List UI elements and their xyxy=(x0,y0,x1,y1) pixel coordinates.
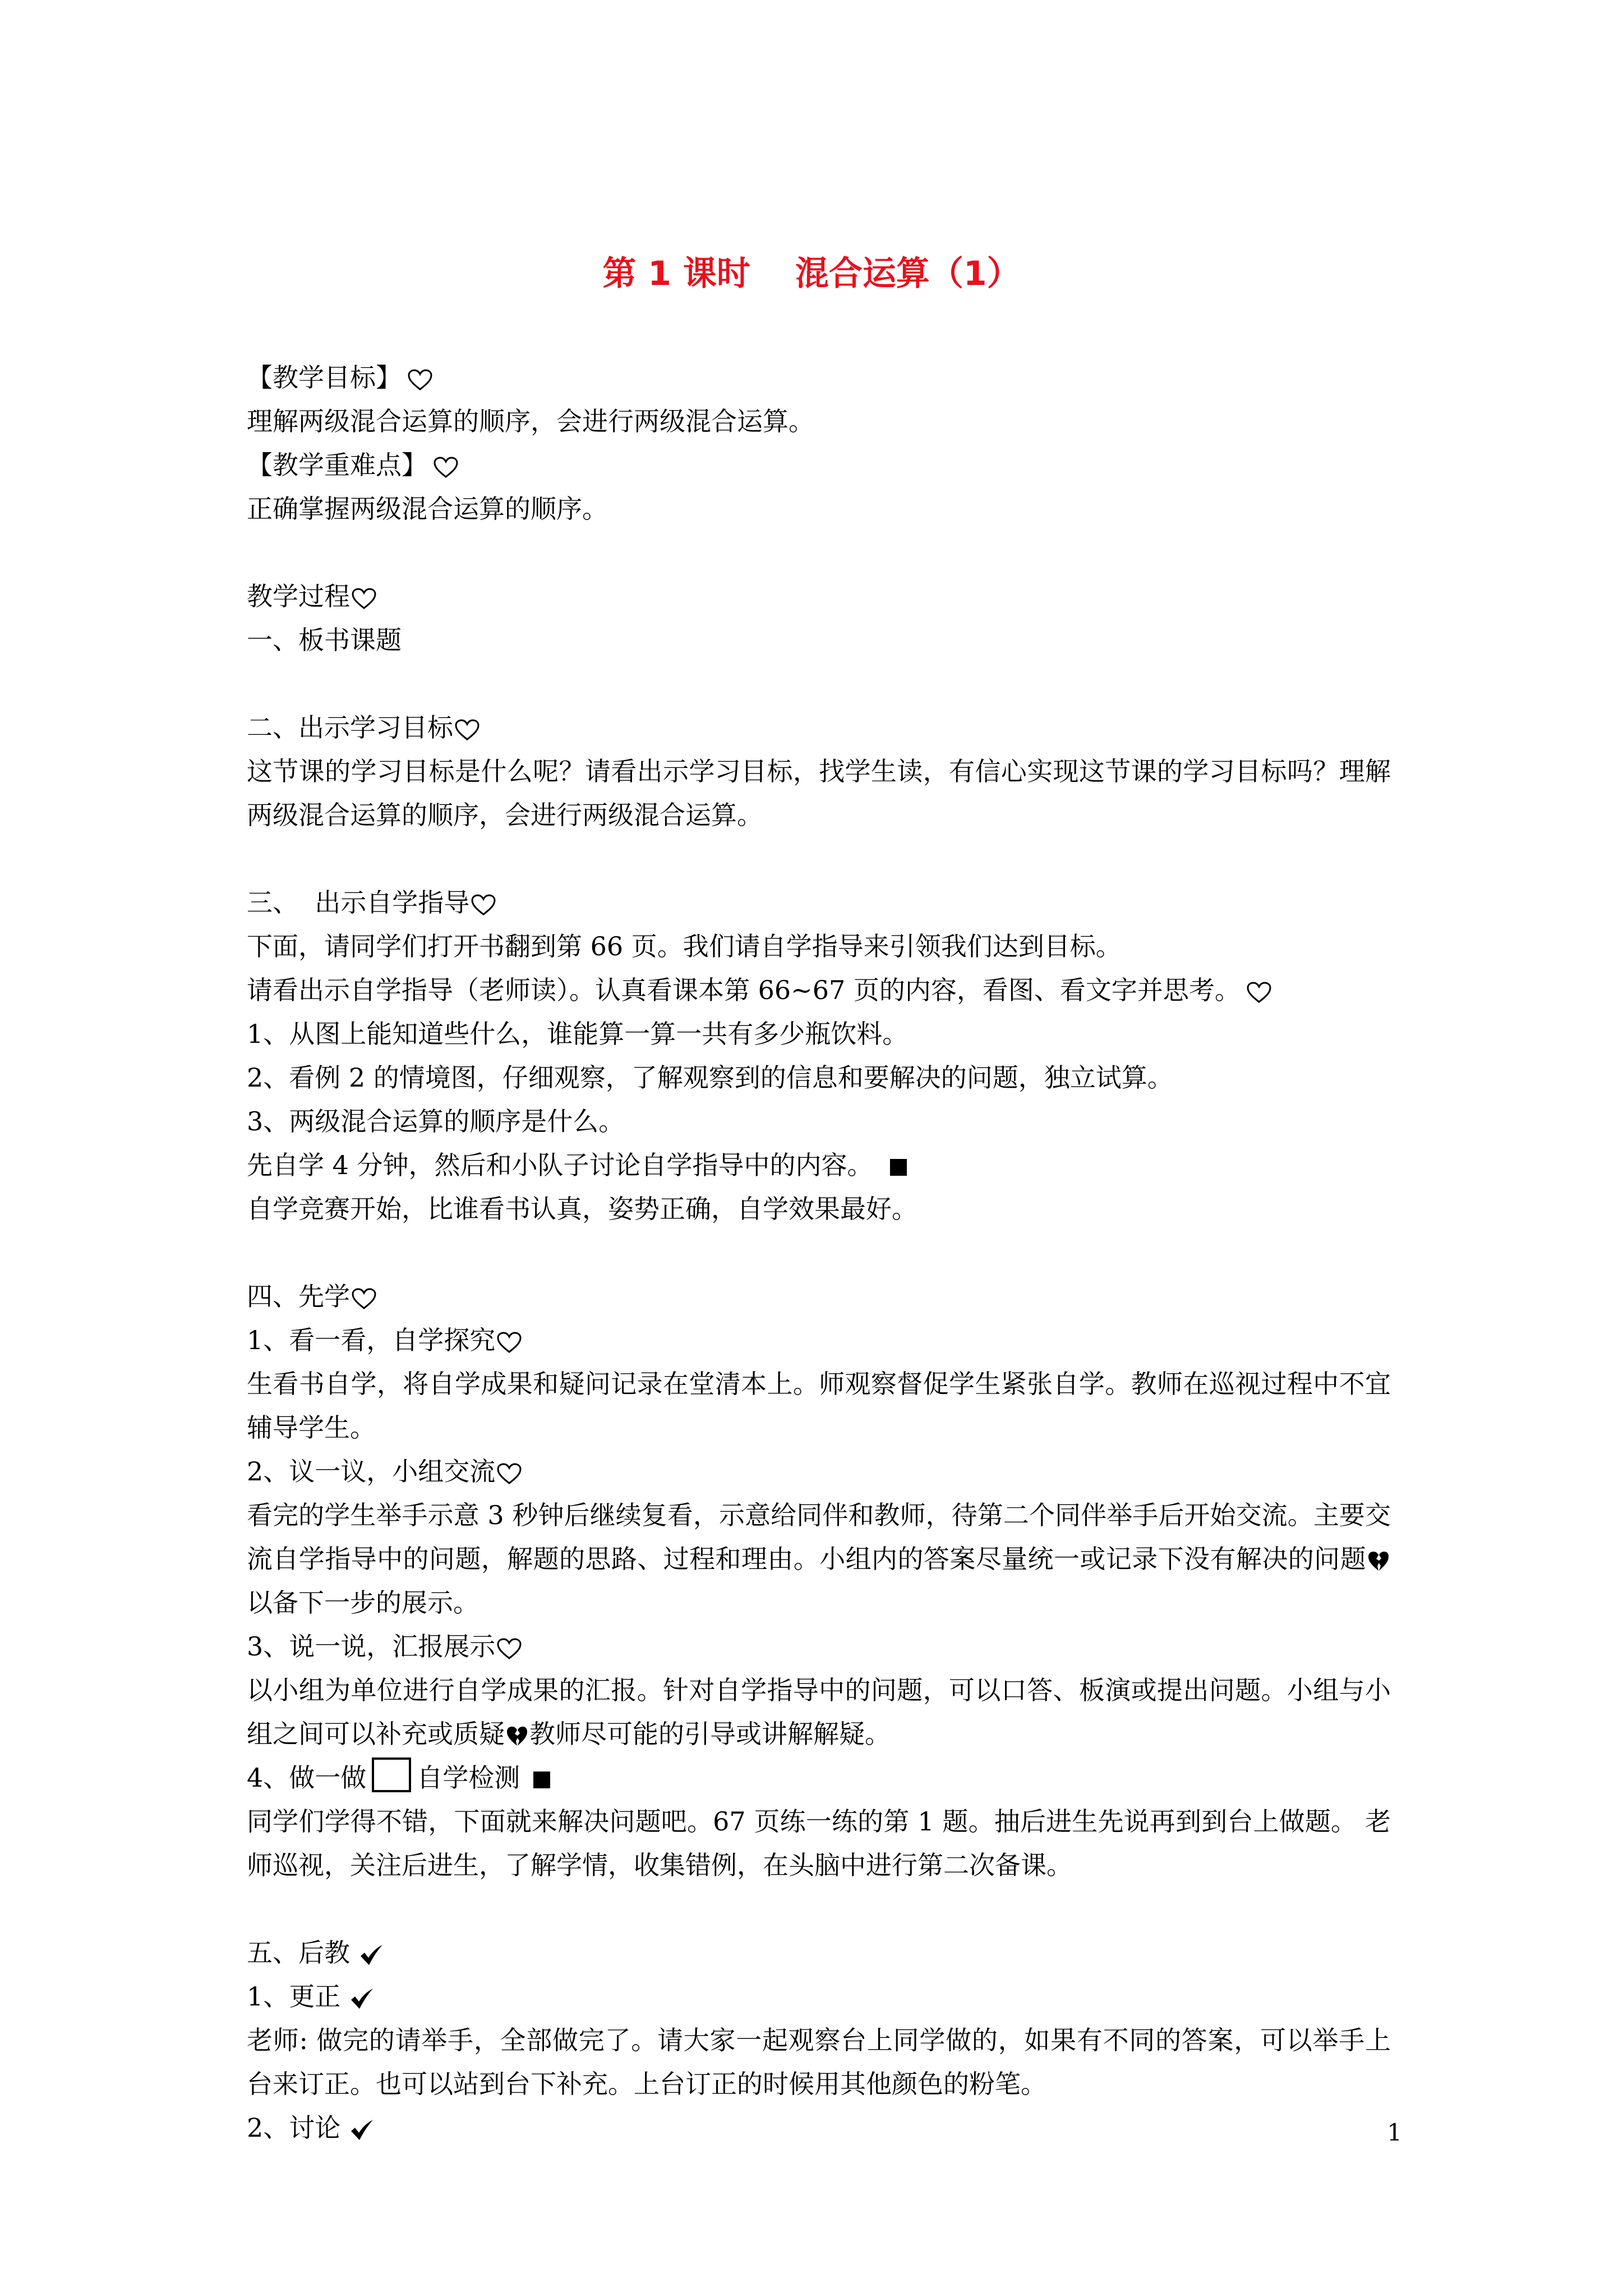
heading-teaching-goals: 【教学目标】 xyxy=(247,356,1391,399)
heart-icon xyxy=(496,1331,522,1354)
broken-heart-icon xyxy=(506,1726,528,1747)
heart-icon xyxy=(351,587,377,610)
document-body xyxy=(247,356,1391,2150)
step-two-heading: 二、出示学习目标 xyxy=(247,706,1391,749)
heading-key-points: 【教学重难点】 xyxy=(247,443,1391,487)
substep-present-paragraph: 以小组为单位进行自学成果的汇报。针对自学指导中的问题，可以口答、板演或提出问题。小组与小组之间可以补充或质疑 教师尽可能的引导或讲解解疑。 xyxy=(247,1675,1391,1749)
heart-icon xyxy=(496,1637,522,1660)
title-topic: 混合运算（1） xyxy=(795,254,1021,293)
square-icon xyxy=(890,1159,907,1176)
broken-heart-icon xyxy=(1367,1550,1390,1572)
substep-look-paragraph: 生看书自学，将自学成果和疑问记录在堂清本上。师观察督促学生紧张自学。教师在巡视过程中不宜辅导学生。 xyxy=(247,1369,1391,1443)
title-lesson: 第 1 课时 xyxy=(602,254,750,293)
box-icon xyxy=(372,1757,411,1792)
substep-discuss-paragraph: 看完的学生举手示意 3 秒钟后继续复看，示意给同伴和教师，待第二个同伴举手后开始交流。主要交流自学指导中的问题，解题的思路、过程和理由。小组内的答案尽量统一或记录下没有解决的问题 以备下一步的展示。 xyxy=(247,1500,1391,1618)
self-study-contest: 自学竞赛开始，比谁看书认真，姿势正确，自学效果最好。 xyxy=(247,1194,917,1224)
square-icon xyxy=(533,1772,550,1788)
substep-look: 1、看一看，自学探究 xyxy=(247,1318,1391,1362)
heart-icon xyxy=(471,894,496,916)
page-number: 1 xyxy=(1387,2119,1402,2146)
substep-correct-paragraph: 老师: 做完的请举手，全部做完了。请大家一起观察台上同学做的，如果有不同的答案，可以举手上台来订正。也可以站到台下补充。上台订正的时候用其他颜色的粉笔。 xyxy=(247,2025,1391,2099)
heart-icon xyxy=(351,1287,377,1310)
check-icon xyxy=(349,1987,374,2010)
step-four-heading: 四、先学 xyxy=(247,1274,1391,1318)
guide-item-1: 1、从图上能知道些什么，谁能算一算一共有多少瓶饮料。 xyxy=(247,1019,909,1049)
self-study-time: 先自学 4 分钟，然后和小队子讨论自学指导中的内容。 xyxy=(247,1143,1391,1187)
substep-discussion: 2、讨论 xyxy=(247,2106,1391,2150)
substep-discuss: 2、议一议，小组交流 xyxy=(247,1450,1391,1493)
step-three-line-2: 请看出示自学指导（老师读）。认真看课本第 66~67 页的内容，看图、看文字并思考。 xyxy=(247,968,1391,1012)
key-points-text: 正确掌握两级混合运算的顺序。 xyxy=(247,494,608,524)
step-three-heading: 三、 出示自学指导 xyxy=(247,881,1391,924)
page-title xyxy=(0,251,1623,296)
teaching-goals-text: 理解两级混合运算的顺序，会进行两级混合运算。 xyxy=(247,406,814,436)
heading-teaching-process: 教学过程 xyxy=(247,574,1391,618)
guide-item-2: 2、看例 2 的情境图，仔细观察，了解观察到的信息和要解决的问题，独立试算。 xyxy=(247,1062,1173,1093)
check-icon xyxy=(359,1944,384,1966)
step-three-line-1: 下面，请同学们打开书翻到第 66 页。我们请自学指导来引领我们达到目标。 xyxy=(247,931,1122,961)
substep-practice: 4、做一做 自学检测 xyxy=(247,1756,1391,1800)
substep-practice-paragraph: 同学们学得不错，下面就来解决问题吧。67 页练一练的第 1 题。抽后进生先说再到到台上做题。 老师巡视，关注后进生，了解学情，收集错例，在头脑中进行第二次备课。 xyxy=(247,1806,1391,1880)
step-two-paragraph: 这节课的学习目标是什么呢？请看出示学习目标，找学生读，有信心实现这节课的学习目标吗？理解两级混合运算的顺序，会进行两级混合运算。 xyxy=(247,756,1391,830)
step-five-heading: 五、后教 xyxy=(247,1931,1391,1975)
check-icon xyxy=(349,2119,374,2141)
substep-present: 3、说一说，汇报展示 xyxy=(247,1625,1391,1668)
step-one-heading: 一、板书课题 xyxy=(247,625,402,655)
heart-icon xyxy=(454,719,480,741)
guide-item-3: 3、两级混合运算的顺序是什么。 xyxy=(247,1106,625,1137)
heart-icon xyxy=(433,456,459,478)
heart-icon xyxy=(1246,981,1272,1004)
heart-icon xyxy=(496,1462,522,1485)
heart-icon xyxy=(407,369,433,391)
substep-correct: 1、更正 xyxy=(247,1975,1391,2018)
